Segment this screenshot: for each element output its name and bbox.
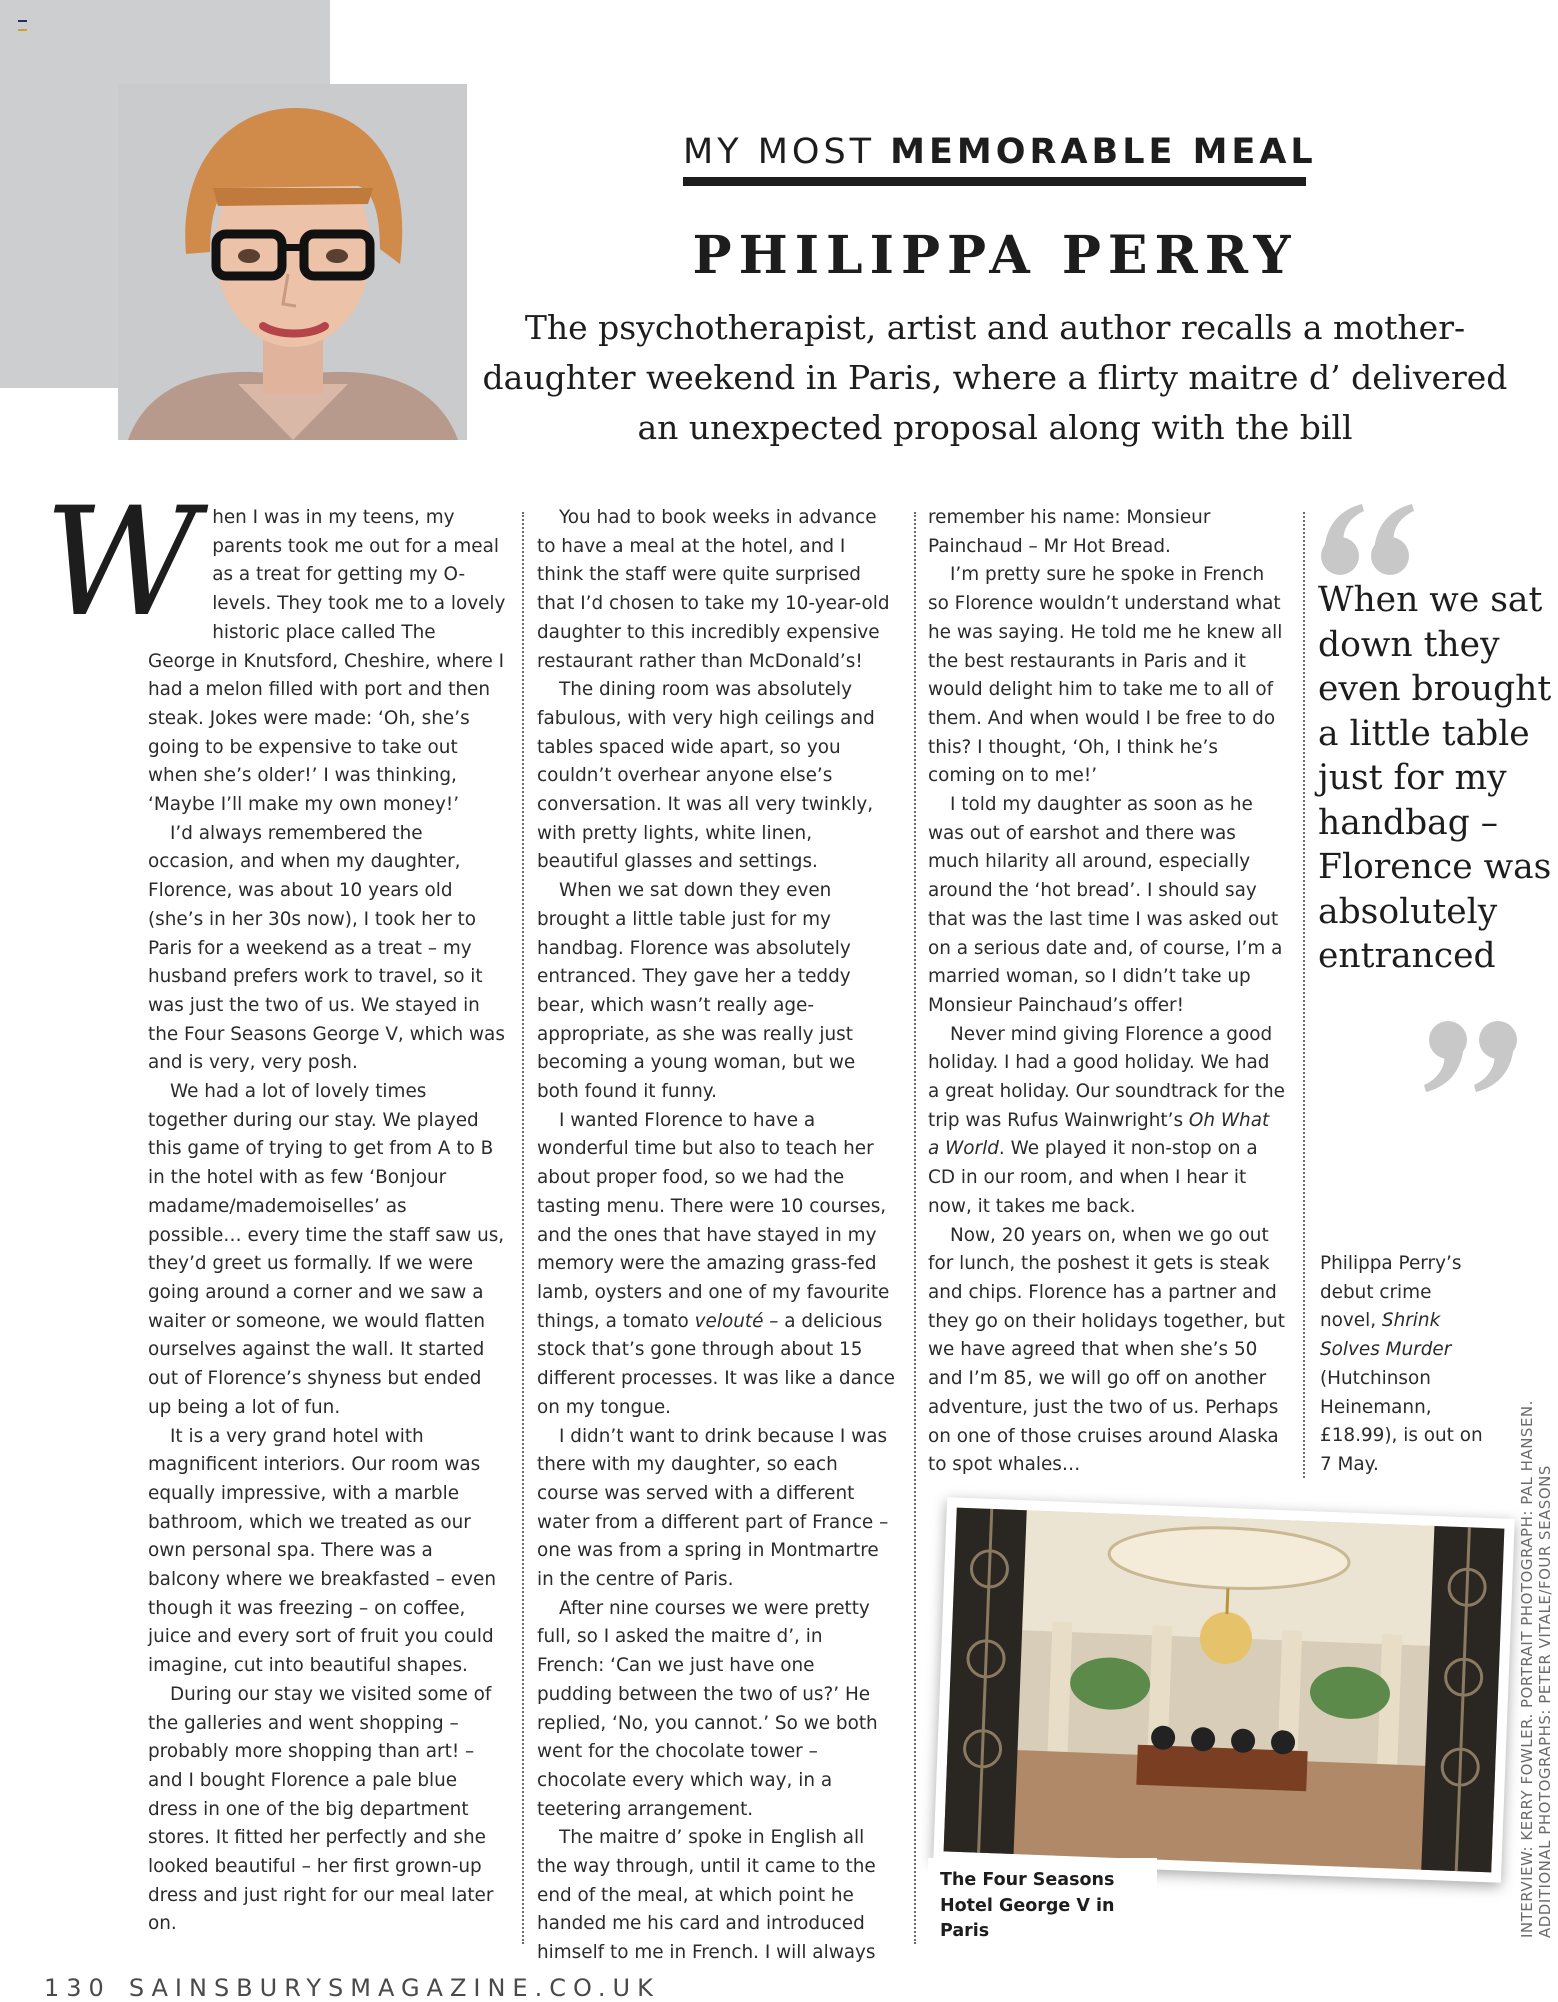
paragraph: I wanted Florence to have a wonderful time but also to teach her about proper food, so we had the tasting menu. There were 10 courses, and the ones that have stayed in my memory were the amazing grass-fed lamb, oysters and one of my favourite things, a tomato velouté – a delicious stock that’s gone through about 15 different processes. It was like a dance on my tongue. xyxy=(537,1109,895,1418)
credit-line: ADDITIONAL PHOTOGRAPHS: PETER VITALE/FOUR SEASONS xyxy=(1536,1465,1554,1938)
credit-line: INTERVIEW: KERRY FOWLER. PORTRAIT PHOTOGRAPH: PAL HANSEN. xyxy=(1518,1400,1536,1938)
hotel-photo xyxy=(933,1497,1515,1883)
photo-credits xyxy=(1518,1400,1554,1938)
section-kicker xyxy=(683,132,1317,172)
column-divider xyxy=(1303,512,1305,1478)
paragraph: After nine courses we were pretty full, so I asked the maitre d’, in French: ‘Can we just have one pudding between the two of us?’ He replied, ‘No, you cannot.’ So we both went for the chocolate tower – chocolate every which way, in a teetering arrangement. xyxy=(537,1597,878,1820)
paragraph: I told my daughter as soon as he was out of earshot and there was much hilarity all around, especially around the ‘hot bread’. I should say that was the last time I was asked out on a serious date and, of course, I’m a married woman, so I didn’t take up Monsieur Painchaud’s offer! xyxy=(928,794,1283,1016)
kicker-bold: MEMORABLE MEAL xyxy=(890,132,1317,172)
column-divider xyxy=(914,512,916,1944)
pull-quote: When we sat down they even brought a little table just for my handbag – Florence was absolutely entranced xyxy=(1318,580,1552,976)
headline-name: PHILIPPA PERRY xyxy=(692,225,1298,286)
kicker-rule xyxy=(683,177,1306,186)
book-title: Shrink Solves Murder xyxy=(1320,1310,1452,1361)
paragraph: During our stay we visited some of the galleries and went shopping – probably more shopping than art! – and I bought Florence a pale blue dress in one of the big department stores. It fitted her perfectly and she looked beautiful – her first grown-up dress and just right for our meal later on. xyxy=(148,1683,494,1935)
paragraph: I didn’t want to drink because I was there with my daughter, so each course was served with a different water from a different part of France – one was from a spring in Montmartre in the centre of Paris. xyxy=(537,1425,889,1591)
paragraph: The dining room was absolutely fabulous, with very high ceilings and tables spaced wide apart, so you couldn’t overhear anyone else’s conversation. It was all very twinkly, with pretty lights, white linen, beautiful glasses and settings. xyxy=(537,679,875,873)
article-column-2 xyxy=(537,504,895,1968)
corner-mark-icon xyxy=(18,20,27,31)
book-info: Philippa Perry’s debut crime novel, Shrink Solves Murder (Hutchinson Heinemann, £18.99), is out on 7 May. xyxy=(1320,1253,1483,1475)
paragraph: I’m pretty sure he spoke in French so Florence wouldn’t understand what he was saying. He told me he knew all the best restaurants in Paris and it would delight him to take me to all of them. And when would I be free to do this? I thought, ‘Oh, I think he’s coming on to me!’ xyxy=(928,564,1283,787)
portrait-photo xyxy=(118,84,467,440)
open-quote-icon xyxy=(1318,498,1418,578)
drop-cap: W xyxy=(44,476,199,650)
page-footer xyxy=(44,1974,660,2002)
page-number: 130 xyxy=(44,1974,111,2002)
paragraph: Now, 20 years on, when we go out for lunch, the poshest it gets is steak and chips. Florence has a partner and they go on their holidays together, but we have agreed that when she’s 50 and I’m 85, we will go off on another adventure, just the two of us. Perhaps on one of those cruises around Alaska to spot whales… xyxy=(928,1224,1285,1476)
paragraph: remember his name: Monsieur Painchaud – Mr Hot Bread. xyxy=(928,507,1211,557)
paragraph: You had to book weeks in advance to have a meal at the hotel, and I think the staff were quite surprised that I’d chosen to take my 10-year-old daughter to this incredibly expensive restaurant rather than McDonald’s! xyxy=(537,507,890,672)
paragraph: Never mind giving Florence a good holiday. I had a good holiday. We had a great holiday. Our soundtrack for the trip was Rufus Wainwright’s Oh What a World. We played it non-stop on a CD in our room, and when I hear it now, it takes me back. xyxy=(928,1023,1285,1217)
article-column-3 xyxy=(928,504,1286,1480)
standfirst: The psychotherapist, artist and author recalls a mother-daughter weekend in Paris, where a flirty maitre d’ delivered an unexpected proposal along with the bill xyxy=(482,308,1508,447)
paragraph: When we sat down they even brought a little table just for my handbag. Florence was absolutely entranced. They gave her a teddy bear, which wasn’t really age-appropriate, as she was really just becoming a young woman, but we both found it funny. xyxy=(537,880,856,1103)
column-divider xyxy=(522,512,524,1944)
photo-caption: The Four Seasons Hotel George V in Paris xyxy=(928,1858,1157,1955)
paragraph: It is a very grand hotel with magnificent interiors. Our room was equally impressive, with a marble bathroom, which we treated as our own personal spa. There was a balcony where we breakfasted – even though it was freezing – on coffee, juice and every sort of fruit you could imagine, cut into beautiful shapes. xyxy=(148,1425,496,1677)
article-column-1 xyxy=(44,476,506,1939)
paragraph: I’d always remembered the occasion, and when my daughter, Florence, was about 10 years old (she’s in her 30s now), I took her to Paris for a weekend as a treat – my husband prefers work to travel, so it was just the two of us. We stayed in the Four Seasons George V, which was and is very, very posh. xyxy=(148,822,505,1074)
paragraph: The maitre d’ spoke in English all the way through, until it came to the end of the meal, at which point he handed me his card and introduced himself to me in French. I will always xyxy=(537,1827,876,1964)
paragraph: We had a lot of lovely times together during our stay. We played this game of trying to get from A to B in the hotel with as few ‘Bonjour madame/mademoiselles’ as possible… every time the staff saw us, they’d greet us formally. If we were going around a corner and we saw a waiter or someone, we would flatten ourselves against the wall. It started out of Florence’s shyness but ended up being a lot of fun. xyxy=(148,1081,505,1418)
close-quote-icon xyxy=(1420,1018,1520,1098)
site-url: SAINSBURYSMAGAZINE.CO.UK xyxy=(128,1974,660,2002)
paragraph: When I was in my teens, my parents took me out for a meal as a treat for getting my O-levels. They took me to a lovely historic place called The George in Knutsford, Cheshire, where I had a melon filled with port and then steak. Jokes were made: ‘Oh, she’s going to be expensive to take out when she’s older!’ I was thinking, ‘Maybe I’ll make my own money!’ xyxy=(44,476,506,816)
kicker-light: MY MOST xyxy=(683,132,891,172)
